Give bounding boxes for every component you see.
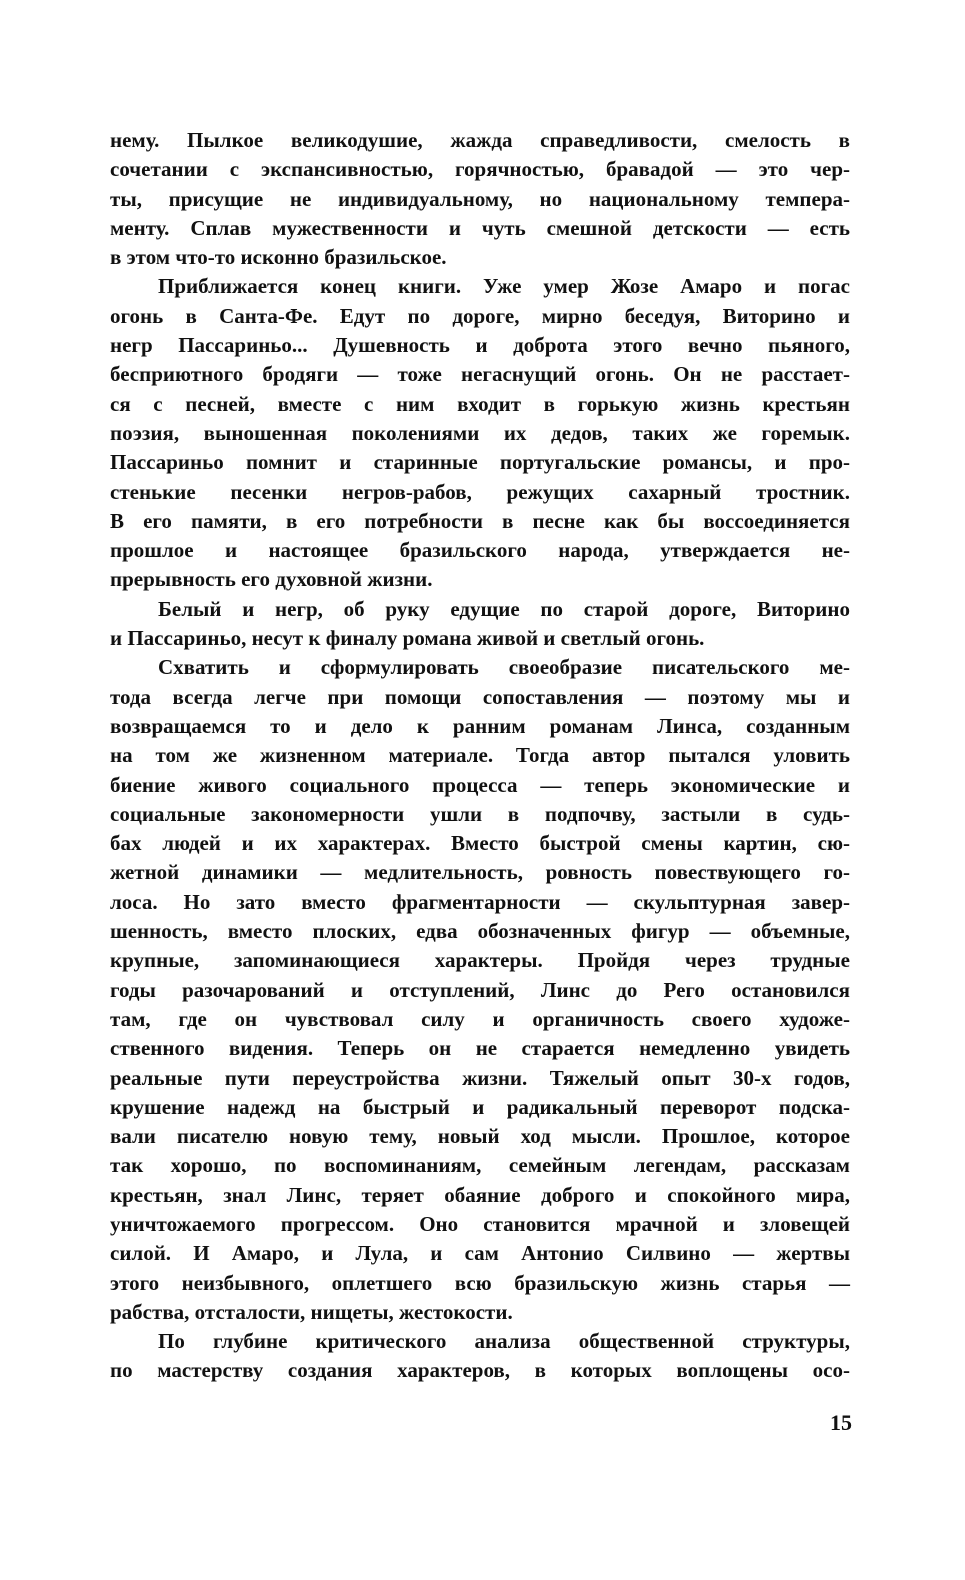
text-line: крестьян, знал Линс, теряет обаяние доброго и спокойного мира, — [110, 1182, 850, 1207]
text-line: бах людей и их характерах. Вместо быстрой смены картин, сю- — [110, 831, 850, 856]
text-line: вали писателю новую тему, новый ход мысли. Прошлое, которое — [110, 1124, 850, 1149]
text-line: в этом что-то исконно бразильское. — [110, 245, 447, 270]
text-line: Приближается конец книги. Уже умер Жозе Амаро и погас — [158, 274, 850, 299]
text-line: сочетании с экспансивностью, горячностью, бравадой — это чер- — [110, 157, 850, 182]
text-line: стенькие песенки негров-рабов, режущих сахарный тростник. — [110, 479, 850, 504]
text-line: ты, присущие не индивидуальному, но национальному темпера- — [110, 186, 850, 211]
text-line: менту. Сплав мужественности и чуть смешной детскости — есть — [110, 215, 850, 240]
text-line: Схватить и сформулировать своеобразие писательского ме- — [158, 655, 850, 680]
page-number: 15 — [830, 1410, 852, 1435]
text-line: этого неизбывного, оплетшего всю бразильскую жизнь старья — — [110, 1270, 850, 1295]
text-line: там, где он чувствовал силу и органичность своего художе- — [110, 1006, 850, 1031]
text-line: нему. Пылкое великодушие, жажда справедливости, смелость в — [110, 128, 850, 152]
text-line: тода всегда легче при помощи сопоставления — поэтому мы и — [110, 684, 850, 709]
text-line: крушение надежд на быстрый и радикальный переворот подска- — [110, 1094, 850, 1119]
paragraph-3 — [110, 595, 850, 654]
text-line: биение живого социального процесса — теперь экономические и — [110, 772, 850, 797]
text-line: Пассариньо помнит и старинные португальские романсы, и про- — [110, 450, 850, 475]
text-line: негр Пассариньо... Душевность и доброта этого вечно пьяного, — [110, 333, 850, 358]
text-line: по мастерству создания характеров, в которых воплощены осо- — [110, 1358, 850, 1383]
paragraph-4 — [110, 653, 850, 1327]
text-line: огонь в Санта-Фе. Едут по дороге, мирно беседуя, Виторино и — [110, 303, 850, 328]
text-line: годы разочарований и отступлений, Линс до Рего остановился — [110, 977, 850, 1002]
text-line: силой. И Амаро, и Лула, и сам Антонио Силвино — жертвы — [110, 1241, 850, 1266]
text-line: жетной динамики — медлительность, ровность повествующего го- — [110, 860, 850, 885]
text-line: Белый и негр, об руку едущие по старой дороге, Виторино — [158, 596, 850, 621]
text-line: прошлое и настоящее бразильского народа, утверждается не- — [110, 538, 850, 563]
text-line: ся с песней, вместе с ним входит в горькую жизнь крестьян — [110, 391, 850, 416]
text-line: лоса. Но зато вместо фрагментарности — скульптурная завер- — [110, 889, 850, 914]
paragraph-2 — [110, 272, 850, 594]
text-line: рабства, отсталости, нищеты, жестокости. — [110, 1299, 513, 1324]
text-line: реальные пути переустройства жизни. Тяжелый опыт 30-х годов, — [110, 1065, 850, 1090]
text-line: шенность, вместо плоских, едва обозначенных фигур — объемные, — [110, 919, 850, 944]
text-line: ственного видения. Теперь он не старается немедленно увидеть — [110, 1036, 850, 1061]
text-line: В его памяти, в его потребности в песне как бы воссоединяется — [110, 508, 850, 533]
paragraph-1 — [110, 126, 850, 272]
text-line: так хорошо, по воспоминаниям, семейным легендам, рассказам — [110, 1153, 850, 1178]
text-line: социальные закономерности ушли в подпочву, застыли в судь- — [110, 801, 850, 826]
text-line: на том же жизненном материале. Тогда автор пытался уловить — [110, 743, 850, 768]
text-line: уничтожаемого прогрессом. Оно становится мрачной и зловещей — [110, 1211, 850, 1236]
text-line: крупные, запоминающиеся характеры. Пройдя через трудные — [110, 948, 850, 973]
text-line: и Пассариньо, несут к финалу романа живой и светлый огонь. — [110, 626, 705, 651]
text-line: возвращаемся то и дело к ранним романам Линса, созданным — [110, 713, 850, 738]
text-line: По глубине критического анализа общественной структуры, — [158, 1329, 850, 1354]
text-line: бесприютного бродяги — тоже негаснущий огонь. Он не расстает- — [110, 362, 850, 387]
text-line: поэзия, выношенная поколениями их дедов, таких же горемык. — [110, 420, 850, 445]
text-line: прерывность его духовной жизни. — [110, 567, 433, 592]
body-text — [110, 126, 850, 1386]
paragraph-5 — [110, 1327, 850, 1386]
